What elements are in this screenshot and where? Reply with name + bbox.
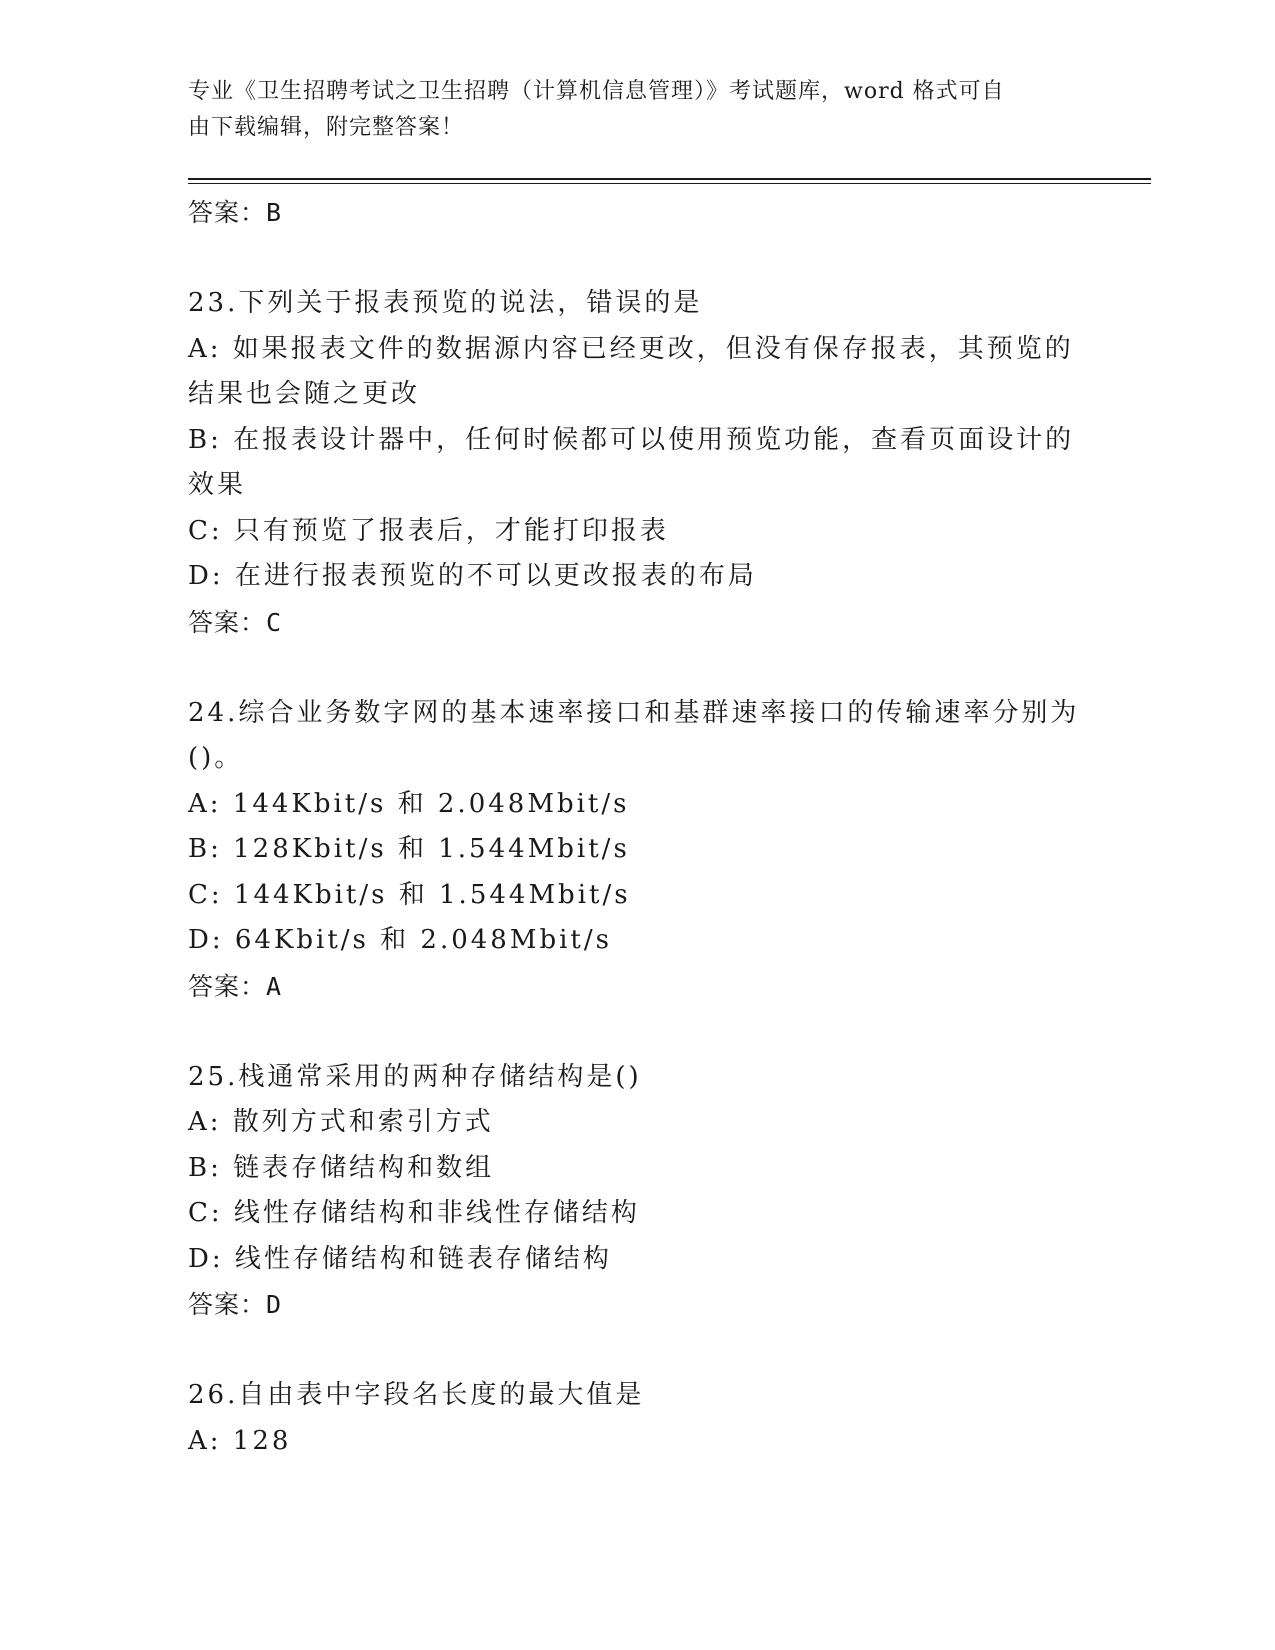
option-line: C: 144Kbit/s 和 1.544Mbit/s [188,879,631,910]
question-block [188,281,1088,691]
answer-value: A [266,971,283,1001]
option-line: C: 线性存储结构和非线性存储结构 [188,1198,640,1228]
question-block [188,1373,1088,1464]
answer-line [188,1282,1088,1328]
answer-line [188,190,1088,236]
question-stem: 26.自由表中字段名长度的最大值是 [188,1380,645,1410]
header-divider-thin [188,183,1151,184]
option-line: A: 144Kbit/s 和 2.048Mbit/s [188,788,630,819]
answer-label: 答案： [188,198,267,227]
question-stem: 24.综合业务数字网的基本速率接口和基群速率接口的传输速率分别为 [188,697,1080,728]
question-stem: ()。 [188,743,244,773]
option-line: A: 128 [188,1425,292,1456]
spacer [188,236,1088,282]
answer-value: C [266,607,283,637]
question-stem: 25.栈通常采用的两种存储结构是() [188,1061,642,1092]
option-line: A: 如果报表文件的数据源内容已经更改，但没有保存报表，其预览的 [188,333,1074,364]
option-line: 结果也会随之更改 [188,379,421,409]
answer-label: 答案： [188,971,267,1001]
option-line: 效果 [188,470,247,500]
option-line: B: 在报表设计器中，任何时候都可以使用预览功能，查看页面设计的 [188,424,1075,455]
question-block [188,1055,1088,1374]
answer-label: 答案： [188,1290,267,1319]
answer-line [188,600,1088,646]
header-line-1: 专业《卫生招聘考试之卫生招聘（计算机信息管理）》考试题库，word 格式可自 [188,79,1005,104]
spacer [188,1009,1088,1055]
answer-value: B [266,198,283,227]
option-line: D: 在进行报表预览的不可以更改报表的布局 [188,561,757,591]
option-line: D: 64Kbit/s 和 2.048Mbit/s [188,925,612,955]
option-line: B: 128Kbit/s 和 1.544Mbit/s [188,834,630,864]
option-line: B: 链表存储结构和数组 [188,1152,495,1183]
answer-line [188,964,1088,1010]
question-block [188,691,1088,1055]
option-line: A: 散列方式和索引方式 [188,1107,494,1137]
option-line: C: 只有预览了报表后，才能打印报表 [188,515,669,546]
document-header [188,74,1068,146]
answer-value: D [266,1290,283,1319]
answer-label: 答案： [188,607,267,637]
header-divider [188,178,1151,180]
question-stem: 23.下列关于报表预览的说法，错误的是 [188,288,703,318]
spacer [188,645,1088,691]
header-line-2: 由下载编辑，附完整答案！ [188,115,465,140]
question-list [188,190,1088,1464]
questions-container [188,281,1088,1464]
spacer [188,1328,1088,1374]
option-line: D: 线性存储结构和链表存储结构 [188,1243,612,1274]
